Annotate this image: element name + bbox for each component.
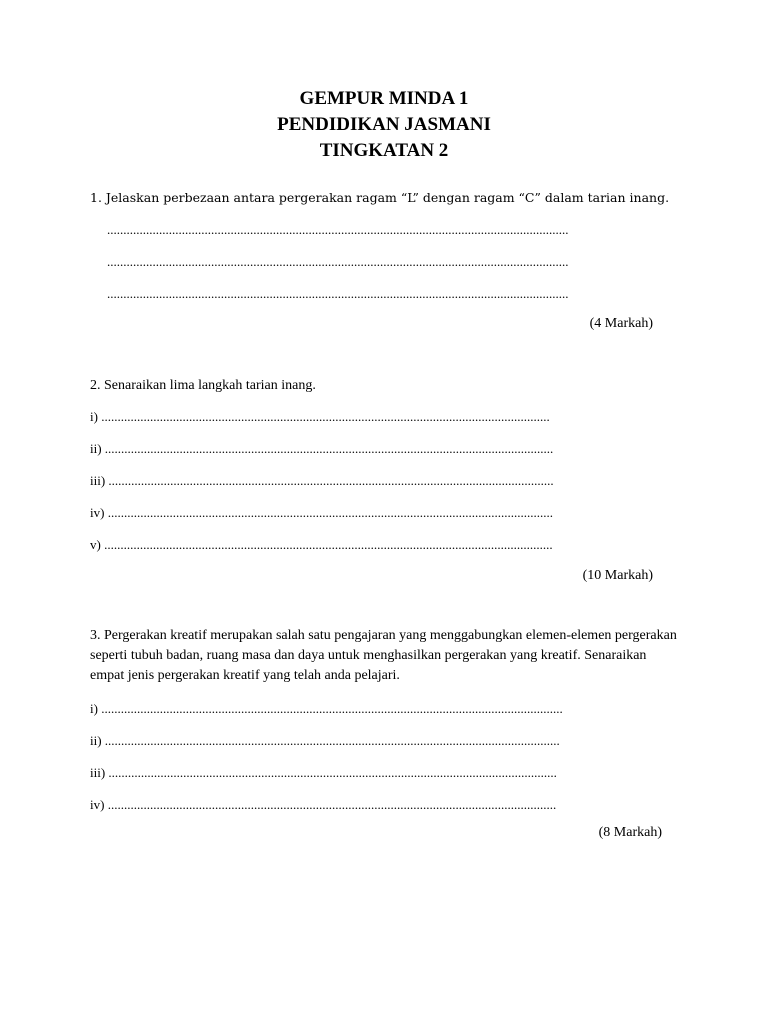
q3-marks: (8 Markah)	[598, 825, 662, 840]
q2-answer-line: i) ..........................................................................................................................................	[90, 409, 550, 424]
q1-answer-line: ..............................................................................................................................................	[107, 254, 569, 269]
q3-answer-line: i) ..............................................................................................................................................	[90, 701, 563, 716]
q1-marks: (4 Markah)	[589, 316, 653, 331]
q2-answer-line: iii) .........................................................................................................................................	[90, 473, 554, 488]
q1-answer-line: ..............................................................................................................................................	[107, 286, 569, 301]
q3-answer-line: iv) ..........................................................................................................................................	[90, 797, 557, 812]
q1-answer-line: ..............................................................................................................................................	[107, 222, 569, 237]
question-1-text: 1. Jelaskan perbezaan antara pergerakan ragam “L” dengan ragam “C” dalam tarian inang.	[90, 190, 670, 205]
q2-marks: (10 Markah)	[582, 568, 653, 583]
question-2-text: 2. Senaraikan lima langkah tarian inang.	[90, 378, 316, 393]
title-line-3: TINGKATAN 2	[319, 140, 449, 161]
q3-answer-line: iii) ..........................................................................................................................................	[90, 765, 557, 780]
q3-answer-line: ii) ............................................................................................................................................	[90, 733, 560, 748]
q2-answer-line: v) ..........................................................................................................................................	[90, 537, 553, 552]
title-line-2: PENDIDIKAN JASMANI	[277, 114, 491, 135]
question-3-text: 3. Pergerakan kreatif merupakan salah satu pengajaran yang menggabungkan elemen-elemen pergerakan seperti tubuh badan, ruang masa dan daya untuk menghasilkan pergerakan yang kreatif. Senaraikan empat jenis pergerakan kreatif yang telah anda pelajari.	[90, 628, 677, 683]
title-line-1: GEMPUR MINDA 1	[299, 88, 469, 109]
q2-answer-line: iv) .........................................................................................................................................	[90, 505, 553, 520]
q2-answer-line: ii) ..........................................................................................................................................	[90, 441, 554, 456]
